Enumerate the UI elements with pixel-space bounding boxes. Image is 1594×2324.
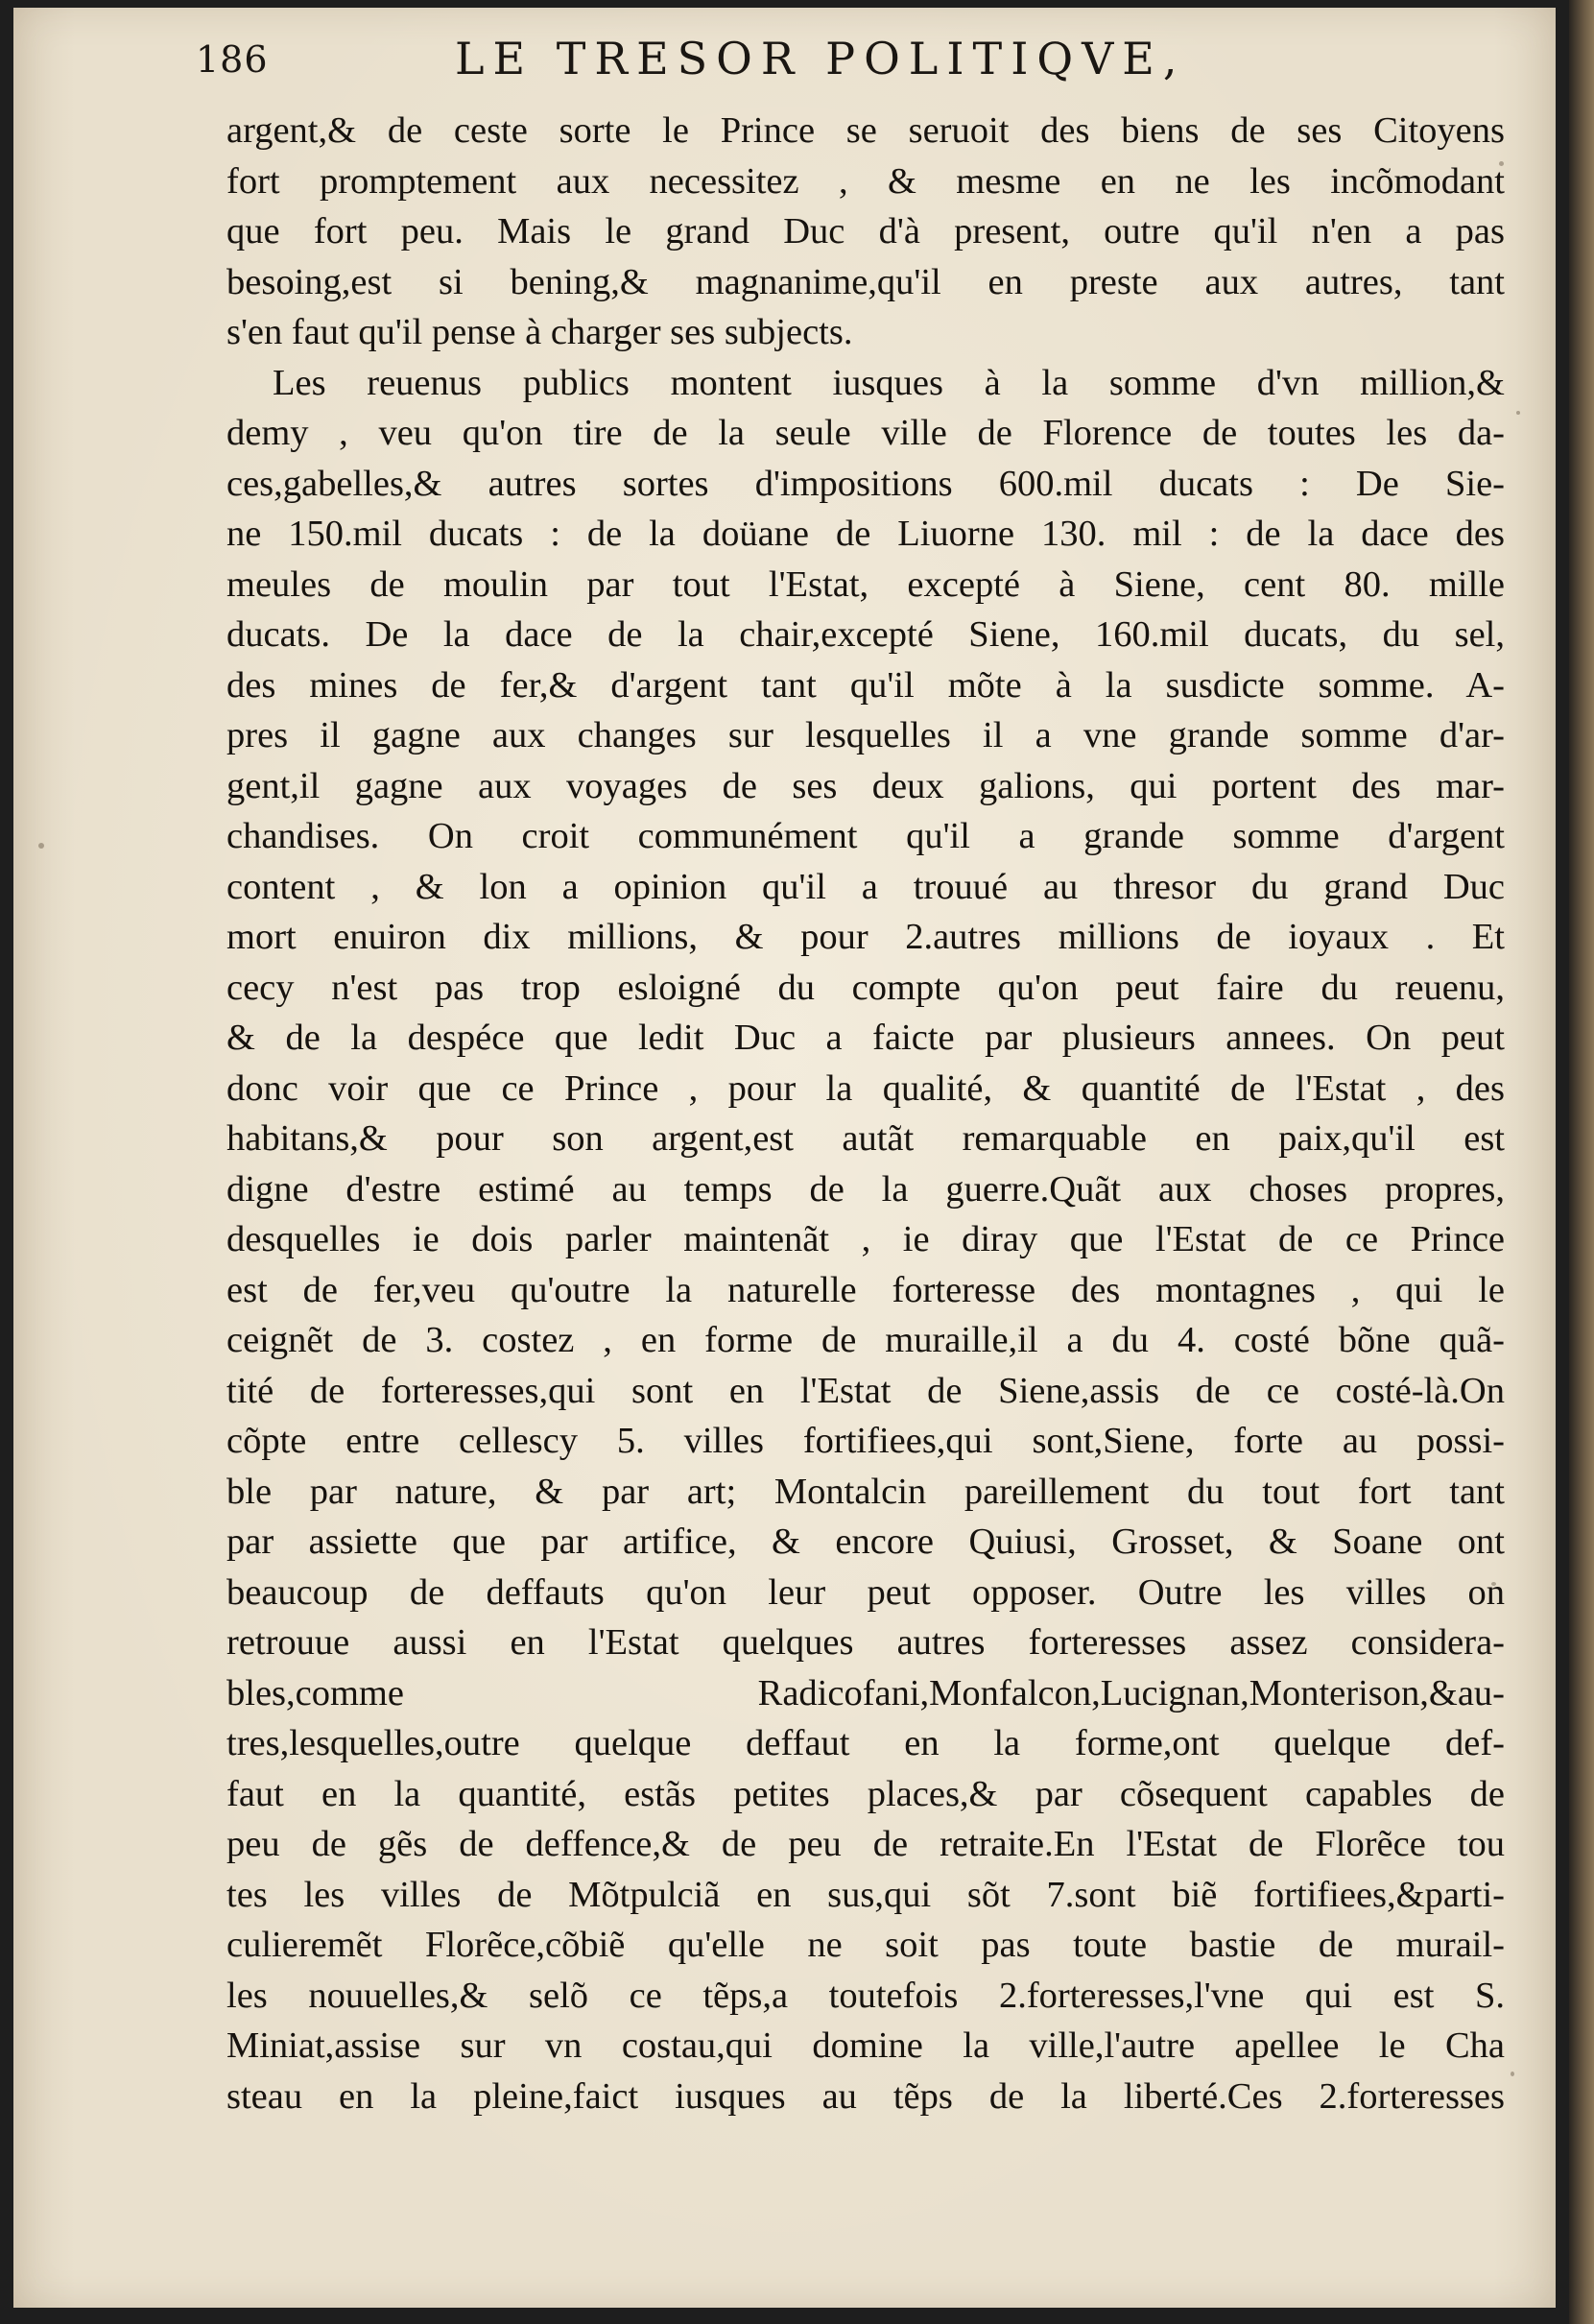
text-line: bles,comme Radicofani,Monfalcon,Lucignan,Monterison,&au- [226, 1672, 1505, 1713]
text-line: ceignẽt de 3. costez , en forme de muraille,il a du 4. costé bõne quã- [226, 1320, 1505, 1360]
paper-speck [1499, 161, 1504, 166]
text-line: donc voir que ce Prince , pour la qualité, & quantité de l'Estat , des [226, 1067, 1505, 1109]
text-line: desquelles ie dois parler maintenãt , ie diray que l'Estat de ce Prince [226, 1219, 1505, 1259]
text-line: faut en la quantité, estãs petites places,& par cõsequent capables de [226, 1773, 1505, 1814]
body-text [226, 106, 1505, 2121]
book-edge [1569, 0, 1594, 2324]
text-line: meules de moulin par tout l'Estat, excepté à Siene, cent 80. mille [226, 563, 1505, 605]
text-line: ces,gabelles,& autres sortes d'impositions 600.mil ducats : De Sie- [226, 463, 1505, 504]
text-line: tres,lesquelles,outre quelque deffaut en la forme,ont quelque def- [226, 1723, 1505, 1763]
text-line: retrouue aussi en l'Estat quelques autres forteresses assez considera- [226, 1622, 1505, 1663]
book-page [13, 8, 1556, 2308]
running-title: LE TRESOR POLITIQVE, [455, 33, 1186, 84]
text-line: pres il gagne aux changes sur lesquelles il a vne grande somme d'ar- [226, 715, 1505, 755]
text-line: cõpte entre cellescy 5. villes fortifiees,qui sont,Siene, forte au possi- [226, 1421, 1505, 1461]
text-line: par assiette que par artifice, & encore Quiusi, Grosset, & Soane ont [226, 1521, 1505, 1562]
page-number: 186 [196, 38, 269, 81]
text-line: steau en la pleine,faict iusques au tẽps de la liberté.Ces 2.forteresses [226, 2075, 1505, 2117]
text-line: Miniat,assise sur vn costau,qui domine la ville,l'autre apellee le Cha [226, 2025, 1505, 2066]
text-line: demy , veu qu'on tire de la seule ville de Florence de toutes les da- [226, 413, 1505, 453]
page-header [184, 29, 1365, 86]
text-line: argent,& de ceste sorte le Prince se seruoit des biens de ses Citoyens [226, 110, 1505, 151]
text-line: mort enuiron dix millions, & pour 2.autres millions de ioyaux . Et [226, 917, 1505, 957]
text-line: ne 150.mil ducats : de la doüane de Liuorne 130. mil : de la dace des [226, 514, 1505, 554]
paper-speck [1516, 411, 1520, 415]
text-line: Les reuenus publics montent iusques à la somme d'vn million,& [273, 362, 1505, 403]
text-line: peu de gẽs de deffence,& de peu de retraite.En l'Estat de Florẽce tou [226, 1824, 1505, 1864]
text-line: beaucoup de deffauts qu'on leur peut opposer. Outre les villes on [226, 1571, 1505, 1613]
paper-speck [38, 843, 44, 849]
text-line: cecy n'est pas trop esloigné du compte qu'on peut faire du reuenu, [226, 967, 1505, 1008]
text-line: content , & lon a opinion qu'il a trouué au thresor du grand Duc [226, 866, 1505, 907]
text-line: culieremẽt Florẽce,cõbiẽ qu'elle ne soit pas toute bastie de murail- [226, 1925, 1505, 1965]
text-line: est de fer,veu qu'outre la naturelle forteresse des montagnes , qui le [226, 1269, 1505, 1310]
text-line: chandises. On croit communément qu'il a grande somme d'argent [226, 816, 1505, 856]
text-line: ble par nature, & par art; Montalcin pareillement du tout fort tant [226, 1471, 1505, 1512]
text-line: tité de forteresses,qui sont en l'Estat de Siene,assis de ce costé-là.On [226, 1370, 1505, 1411]
text-line: tes les villes de Mõtpulciã en sus,qui sõt 7.sont biẽ fortifiees,&parti- [226, 1874, 1505, 1915]
paper-speck [1491, 1582, 1496, 1586]
text-line: que fort peu. Mais le grand Duc d'à present, outre qu'il n'en a pas [226, 211, 1505, 252]
text-line: les nouuelles,& selõ ce tẽps,a toutefois 2.forteresses,l'vne qui est S. [226, 1975, 1505, 2016]
text-line: besoing,est si bening,& magnanime,qu'il en preste aux autres, tant [226, 261, 1505, 302]
text-line: habitans,& pour son argent,est autãt remarquable en paix,qu'il est [226, 1118, 1505, 1159]
text-line: s'en faut qu'il pense à charger ses subjects. [226, 312, 853, 352]
text-line: ducats. De la dace de la chair,excepté Siene, 160.mil ducats, du sel, [226, 614, 1505, 655]
text-line: & de la despéce que ledit Duc a faicte par plusieurs annees. On peut [226, 1018, 1505, 1058]
text-line: digne d'estre estimé au temps de la guerre.Quãt aux choses propres, [226, 1168, 1505, 1210]
text-line: des mines de fer,& d'argent tant qu'il mõte à la susdicte somme. A- [226, 664, 1505, 706]
paper-speck [1511, 2072, 1514, 2076]
text-line: fort promptement aux necessitez , & mesme en ne les incõmodant [226, 160, 1505, 202]
text-line: gent,il gagne aux voyages de ses deux galions, qui portent des mar- [226, 765, 1505, 806]
